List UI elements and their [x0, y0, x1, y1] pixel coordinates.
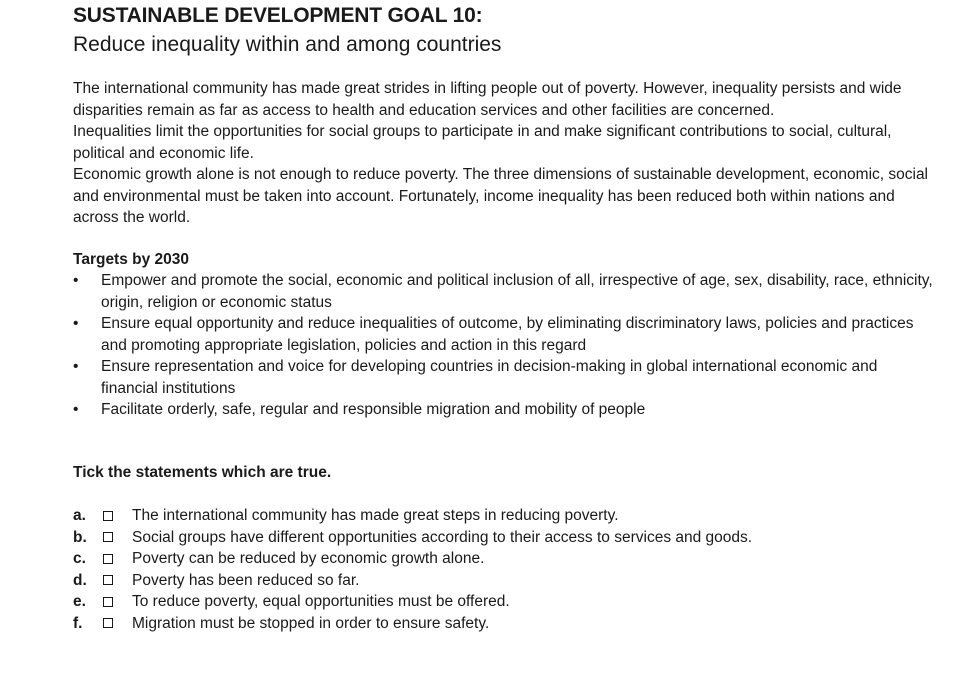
statement-item	[73, 613, 933, 635]
bullet-icon: •	[73, 315, 79, 332]
bullet-icon: •	[73, 401, 79, 418]
target-item	[73, 356, 933, 399]
statement-list	[73, 505, 933, 634]
worksheet-page	[73, 3, 933, 634]
targets-heading: Targets by 2030	[73, 250, 190, 268]
targets-list	[73, 270, 933, 421]
bullet-icon: •	[73, 272, 79, 289]
page-title: SUSTAINABLE DEVELOPMENT GOAL 10:	[73, 4, 483, 27]
statement-item	[73, 570, 933, 592]
statement-letter: f.	[73, 614, 83, 632]
statement-letter: b.	[73, 528, 87, 546]
target-item	[73, 270, 933, 313]
page-subtitle: Reduce inequality within and among countries	[73, 33, 502, 56]
statement-text: Poverty has been reduced so far.	[132, 571, 360, 589]
tick-checkbox[interactable]	[103, 532, 113, 542]
statement-item	[73, 505, 933, 527]
statement-letter: a.	[73, 507, 86, 524]
statement-letter: c.	[73, 550, 86, 567]
statement-letter: d.	[73, 571, 87, 589]
tick-checkbox[interactable]	[103, 597, 113, 607]
statement-item	[73, 527, 933, 549]
exercise-instructions: Tick the statements which are true.	[73, 463, 332, 481]
tick-checkbox[interactable]	[103, 575, 113, 585]
intro-paragraph: Economic growth alone is not enough to reduce poverty. The three dimensions of sustainable development, economic, social and environmental must be taken into account. Fortunately, income inequality has been reduced both within nations and across the world.	[73, 166, 929, 226]
tick-checkbox[interactable]	[103, 511, 113, 521]
target-text: Empower and promote the social, economic and political inclusion of all, irrespective of age, sex, disability, race, ethnicity, origin, religion or economic status	[101, 272, 933, 311]
statement-text: Social groups have different opportunities according to their access to services and goods.	[132, 528, 753, 546]
tick-checkbox[interactable]	[103, 554, 113, 564]
statement-text: The international community has made great steps in reducing poverty.	[132, 507, 619, 524]
statement-letter: e.	[73, 593, 86, 610]
bullet-icon: •	[73, 358, 79, 375]
target-text: Ensure representation and voice for developing countries in decision-making in global international economic and financial institutions	[101, 358, 878, 397]
exercise-section	[73, 462, 933, 635]
intro-paragraph: Inequalities limit the opportunities for social groups to participate in and make significant contributions to social, cultural, political and economic life.	[73, 123, 892, 162]
statement-item	[73, 591, 933, 613]
intro-section	[73, 78, 933, 229]
intro-paragraph: The international community has made great strides in lifting people out of poverty. However, inequality persists and wide disparities remain as far as access to health and education services and other facilities are concerned.	[73, 80, 902, 119]
statement-text: Migration must be stopped in order to ensure safety.	[132, 614, 490, 632]
statement-item	[73, 548, 933, 570]
target-item	[73, 399, 933, 421]
statement-text: Poverty can be reduced by economic growth alone.	[132, 550, 485, 567]
tick-checkbox[interactable]	[103, 618, 113, 628]
targets-section	[73, 249, 933, 421]
target-item	[73, 313, 933, 356]
target-text: Facilitate orderly, safe, regular and responsible migration and mobility of people	[101, 401, 646, 418]
target-text: Ensure equal opportunity and reduce inequalities of outcome, by eliminating discriminatory laws, policies and practices and promoting appropriate legislation, policies and action in this regard	[101, 315, 914, 354]
statement-text: To reduce poverty, equal opportunities must be offered.	[132, 593, 510, 610]
